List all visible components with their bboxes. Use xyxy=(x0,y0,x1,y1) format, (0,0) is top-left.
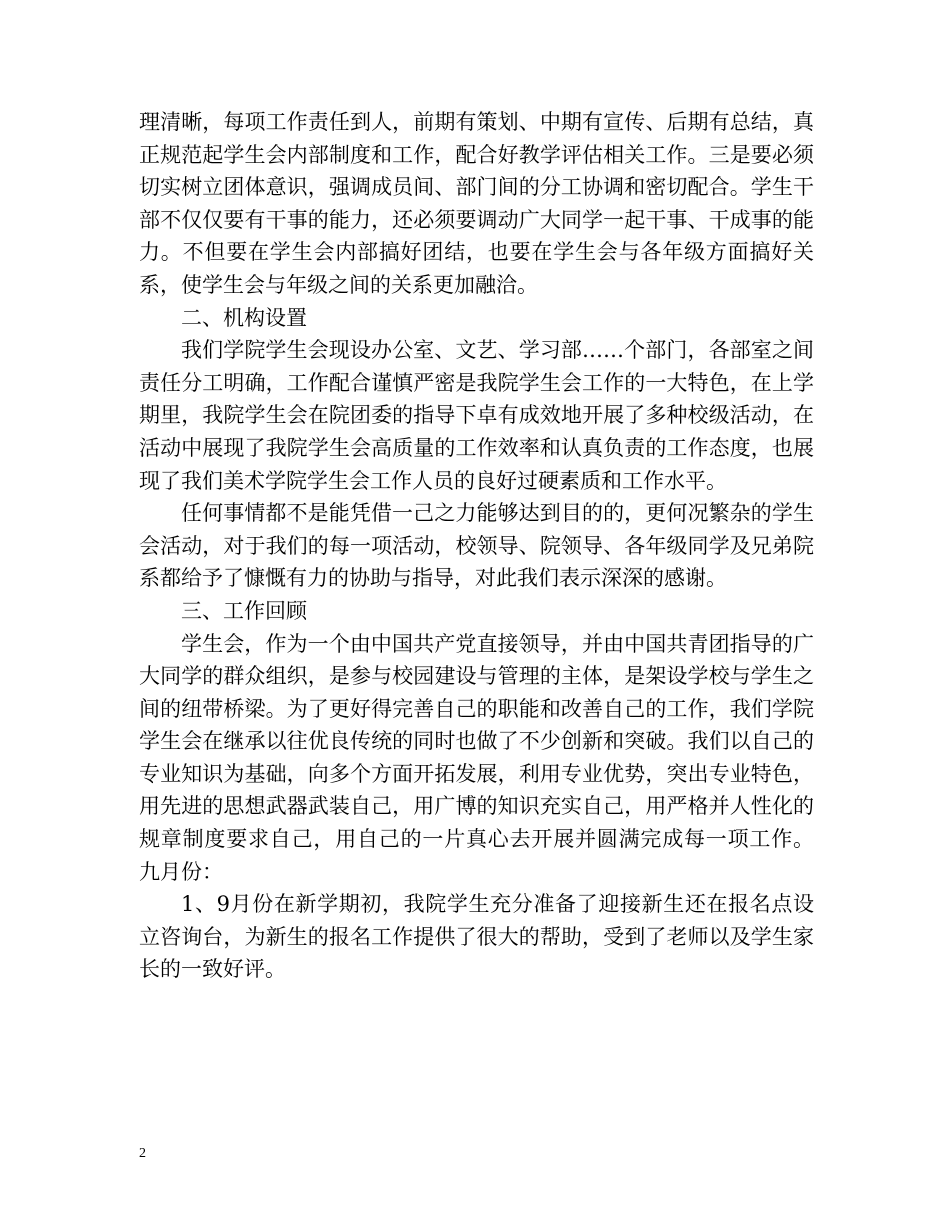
paragraph-continuation: 理清晰，每项工作责任到人，前期有策划、中期有宣传、后期有总结，真正规范起学生会内部制度和工作，配合好教学评估相关工作。三是要必须切实树立团体意识，强调成员间、部门间的分工协调和密切配合。学生干部不仅仅要有干事的能力，还必须要调动广大同学一起干事、干成事的能力。不但要在学生会内部搞好团结，也要在学生会与各年级方面搞好关系，使学生会与年级之间的关系更加融洽。 xyxy=(139,110,814,297)
section-heading-review: 三、工作回顾 xyxy=(181,598,307,623)
page-number: 2 xyxy=(139,1146,146,1161)
paragraph-review: 学生会，作为一个由中国共产党直接领导，并由中国共青团指导的广大同学的群众组织，是参与校园建设与管理的主体，是架设学校与学生之间的纽带桥梁。为了更好得完善自己的职能和改善自己的工作，我们学院学生会在继承以往优良传统的同时也做了不少创新和突破。我们以自己的专业知识为基础，向多个方面开拓发展，利用专业优势，突出专业特色，用先进的思想武器武装自己，用广博的知识充实自己，用严格并人性化的规章制度要求自己，用自己的一片真心去开展并圆满完成每一项工作。 九月份： xyxy=(139,631,814,884)
paragraph-september-item-1: 1、9月份在新学期初，我院学生充分准备了迎接新生还在报名点设立咨询台，为新生的报名工作提供了很大的帮助，受到了老师以及学生家长的一致好评。 xyxy=(139,892,814,982)
section-heading-organization: 二、机构设置 xyxy=(181,305,307,330)
paragraph-organization: 我们学院学生会现设办公室、文艺、学习部……个部门，各部室之间责任分工明确，工作配合谨慎严密是我院学生会工作的一大特色，在上学期里，我院学生会在院团委的指导下卓有成效地开展了多种校级活动，在活动中展现了我院学生会高质量的工作效率和认真负责的工作态度，也展现了我们美术学院学生会工作人员的良好过硬素质和工作水平。 xyxy=(139,338,814,493)
paragraph-thanks: 任何事情都不是能凭借一己之力能够达到目的的，更何况繁杂的学生会活动，对于我们的每一项活动，校领导、院领导、各年级同学及兄弟院系都给予了慷慨有力的协助与指导，对此我们表示深深的感谢。 xyxy=(139,501,814,591)
document-body xyxy=(139,106,814,986)
